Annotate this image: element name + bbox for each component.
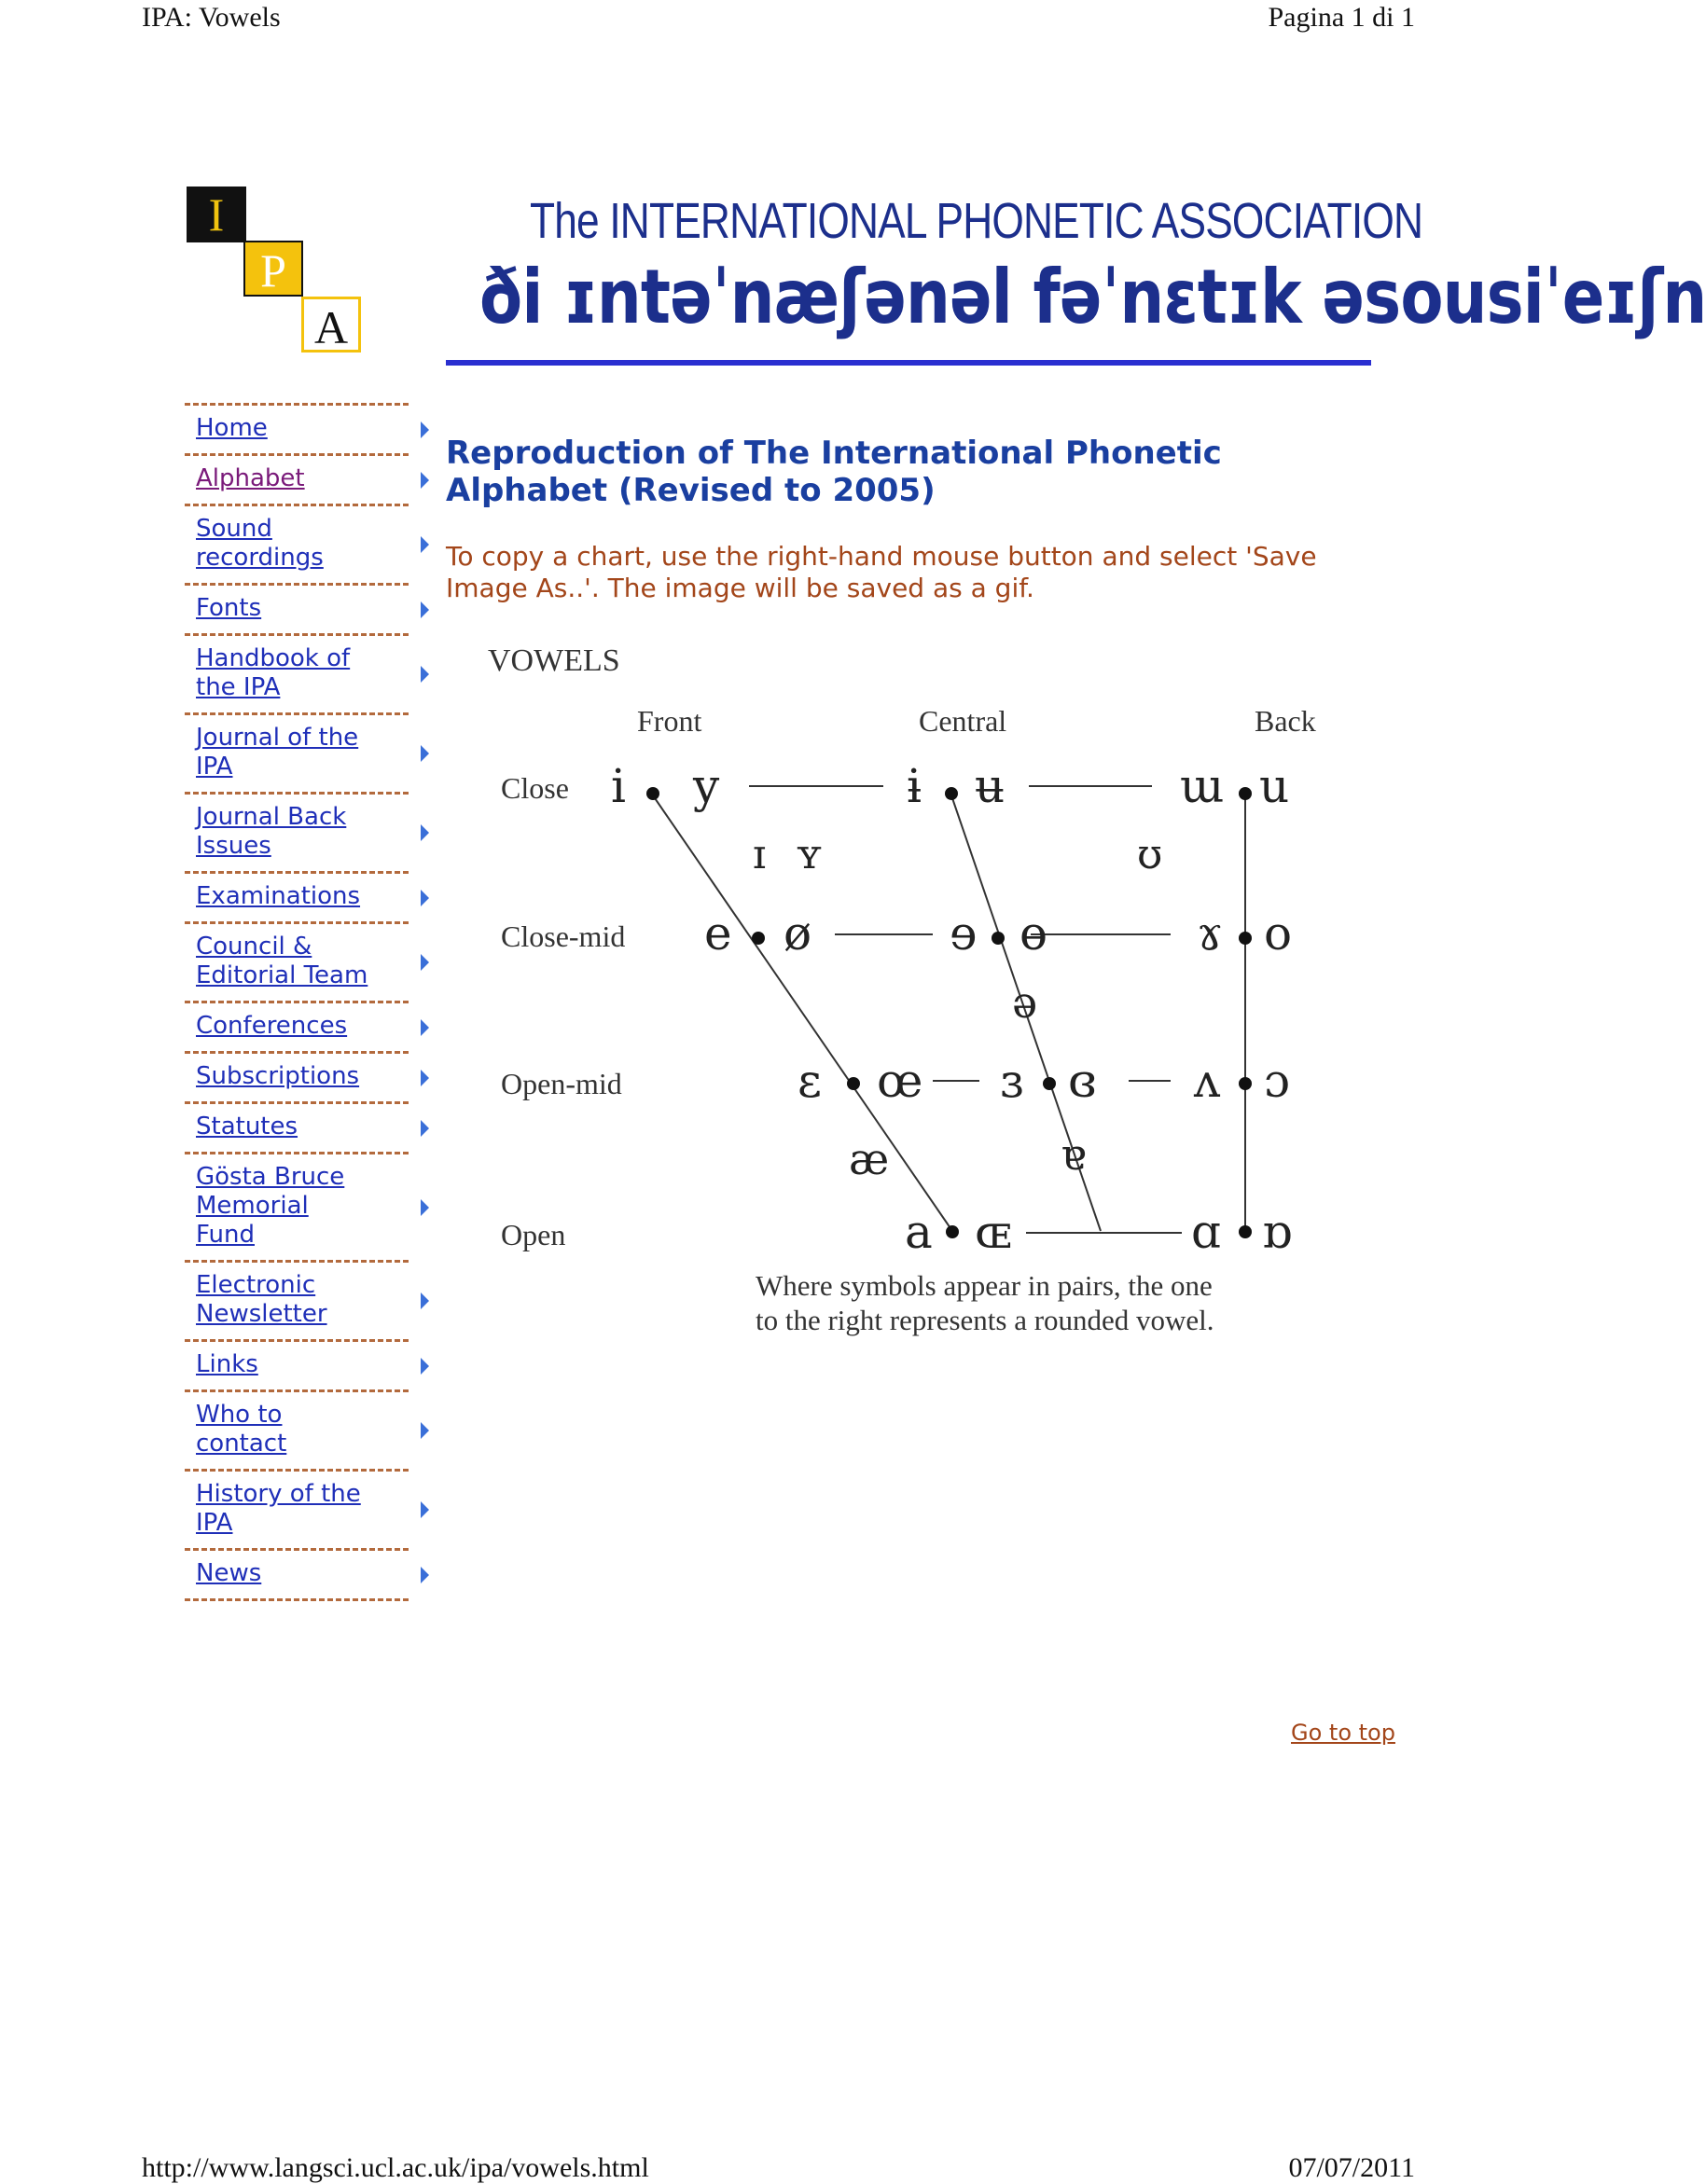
- arrow-right-icon: [421, 1019, 429, 1036]
- vowel-chart-image[interactable]: [480, 643, 1348, 1352]
- vowel-symbol: ɶ: [975, 1205, 1012, 1259]
- vowel-symbol: u: [1259, 759, 1290, 813]
- nav-link-council[interactable]: Council & Editorial Team: [196, 933, 368, 989]
- arrow-right-icon: [421, 954, 429, 971]
- nav-link-journal-back-issues[interactable]: Journal Back Issues: [196, 803, 347, 860]
- arrow-right-icon: [421, 666, 429, 683]
- nav-item-history[interactable]: [185, 1469, 409, 1548]
- banner-ipa-transcription: ði ɪntəˈnæʃənəl fəˈnɛtɪk əsousiˈeɪʃn: [479, 254, 1706, 340]
- nav-item-news[interactable]: [185, 1548, 409, 1601]
- vowel-symbol: ɞ: [1068, 1054, 1097, 1108]
- arrow-right-icon: [421, 472, 429, 489]
- nav-link-history[interactable]: History of the IPA: [196, 1480, 361, 1537]
- vowel-symbol: ɵ: [1019, 906, 1048, 961]
- vowel-symbol: ɐ: [1061, 1129, 1087, 1180]
- nav-item-journal[interactable]: [185, 712, 409, 792]
- nav-link-subscriptions[interactable]: Subscriptions: [196, 1062, 360, 1090]
- vowel-symbol: ø: [784, 906, 812, 961]
- row-close: Close: [501, 771, 569, 805]
- arrow-right-icon: [421, 422, 429, 438]
- nav-link-gosta-bruce-fund[interactable]: Gösta Bruce Memorial Fund: [196, 1163, 345, 1249]
- vowel-symbol: a: [905, 1205, 933, 1259]
- go-to-top-link[interactable]: Go to top: [1291, 1720, 1395, 1746]
- vowel-symbol: ɤ: [1197, 906, 1224, 961]
- column-front: Front: [637, 704, 702, 738]
- vowel-symbol: ɑ: [1191, 1205, 1222, 1259]
- nav-item-gosta-bruce-fund[interactable]: [185, 1152, 409, 1260]
- print-footer-date: 07/07/2011: [1288, 2152, 1415, 2183]
- vowel-symbol: i: [611, 759, 626, 813]
- vowel-symbol: ʉ: [975, 759, 1006, 813]
- vowel-symbol: æ: [849, 1134, 890, 1184]
- arrow-right-icon: [421, 1199, 429, 1216]
- nav-item-fonts[interactable]: [185, 583, 409, 633]
- nav-link-statutes[interactable]: Statutes: [196, 1113, 298, 1140]
- nav-item-journal-back-issues[interactable]: [185, 792, 409, 871]
- banner-rule: [446, 360, 1371, 366]
- arrow-right-icon: [421, 1358, 429, 1375]
- nav-link-fonts[interactable]: Fonts: [196, 594, 262, 622]
- vowel-symbol: ɛ: [798, 1054, 822, 1108]
- vowel-symbol: y: [693, 759, 720, 813]
- nav-item-who-to-contact[interactable]: [185, 1389, 409, 1469]
- arrow-right-icon: [421, 745, 429, 762]
- vowel-symbol: ɔ: [1264, 1054, 1291, 1108]
- arrow-right-icon: [421, 1567, 429, 1583]
- arrow-right-icon: [421, 536, 429, 553]
- arrow-right-icon: [421, 1292, 429, 1309]
- nav-item-newsletter[interactable]: [185, 1260, 409, 1339]
- chart-note-line-2: to the right represents a rounded vowel.: [756, 1304, 1214, 1336]
- arrow-right-icon: [421, 824, 429, 841]
- row-open-mid: Open-mid: [501, 1067, 622, 1100]
- column-central: Central: [919, 704, 1007, 738]
- arrow-right-icon: [421, 1120, 429, 1137]
- nav-item-sound-recordings[interactable]: [185, 504, 409, 583]
- nav-link-conferences[interactable]: Conferences: [196, 1012, 348, 1040]
- row-close-mid: Close-mid: [501, 919, 626, 953]
- nav-link-who-to-contact[interactable]: Who to contact: [196, 1401, 287, 1458]
- vowel-symbol: ʊ: [1137, 831, 1163, 878]
- nav-item-council[interactable]: [185, 921, 409, 1001]
- nav-link-links[interactable]: Links: [196, 1350, 258, 1378]
- logo-letter-p: P: [243, 241, 303, 297]
- vowel-symbol: ə: [1012, 977, 1038, 1028]
- nav-item-statutes[interactable]: [185, 1101, 409, 1152]
- banner-title: The INTERNATIONAL PHONETIC ASSOCIATION: [530, 193, 1423, 249]
- nav-item-handbook[interactable]: [185, 633, 409, 712]
- logo-letter-i: I: [187, 187, 246, 242]
- vowel-symbol: ɨ: [907, 759, 922, 813]
- nav-link-alphabet[interactable]: Alphabet: [196, 464, 305, 492]
- row-open: Open: [501, 1218, 566, 1251]
- arrow-right-icon: [421, 1422, 429, 1439]
- vowel-symbol: e: [704, 906, 732, 961]
- chart-heading: VOWELS: [488, 643, 620, 678]
- nav-item-examinations[interactable]: [185, 871, 409, 921]
- nav-item-alphabet[interactable]: [185, 453, 409, 504]
- vowel-symbol: ɘ: [950, 906, 978, 961]
- logo-letter-a: A: [301, 297, 361, 352]
- nav-item-conferences[interactable]: [185, 1001, 409, 1051]
- ipa-logo[interactable]: [187, 187, 373, 364]
- vowel-symbol: œ: [877, 1054, 923, 1108]
- print-header-page: Pagina 1 di 1: [1268, 2, 1415, 33]
- vowel-symbol: ɪ: [753, 831, 767, 878]
- vowel-symbol: o: [1264, 906, 1293, 961]
- nav-link-handbook[interactable]: Handbook of the IPA: [196, 644, 351, 701]
- nav-link-news[interactable]: News: [196, 1559, 262, 1587]
- vowel-symbol: ʌ: [1194, 1054, 1221, 1108]
- nav-item-links[interactable]: [185, 1339, 409, 1389]
- nav-link-sound-recordings[interactable]: Sound recordings: [196, 515, 324, 572]
- vowel-symbol: ɜ: [1000, 1054, 1024, 1108]
- nav-link-examinations[interactable]: Examinations: [196, 882, 361, 910]
- vowel-symbol: ʏ: [796, 831, 823, 878]
- nav-link-newsletter[interactable]: Electronic Newsletter: [196, 1271, 327, 1328]
- arrow-right-icon: [421, 1501, 429, 1518]
- association-banner: [446, 187, 1706, 368]
- vowel-symbol: ɒ: [1262, 1205, 1293, 1259]
- arrow-right-icon: [421, 1070, 429, 1086]
- arrow-right-icon: [421, 890, 429, 906]
- vowel-symbol: ɯ: [1180, 759, 1225, 813]
- chart-note-line-1: Where symbols appear in pairs, the one: [756, 1269, 1213, 1302]
- nav-item-home[interactable]: [185, 403, 409, 453]
- sidebar-nav: [185, 403, 409, 1601]
- nav-link-home[interactable]: Home: [196, 414, 268, 442]
- nav-link-journal[interactable]: Journal of the IPA: [196, 724, 359, 781]
- page-title: Reproduction of The International Phonetic Alphabet (Revised to 2005): [446, 435, 1222, 509]
- intro-text: To copy a chart, use the right-hand mouse button and select 'Save Image As..'. The image will be saved as a gif.: [446, 541, 1317, 603]
- arrow-right-icon: [421, 601, 429, 618]
- column-back: Back: [1255, 704, 1316, 738]
- print-header-title: IPA: Vowels: [142, 2, 281, 33]
- nav-item-subscriptions[interactable]: [185, 1051, 409, 1101]
- print-footer-url: http://www.langsci.ucl.ac.uk/ipa/vowels.html: [142, 2152, 649, 2183]
